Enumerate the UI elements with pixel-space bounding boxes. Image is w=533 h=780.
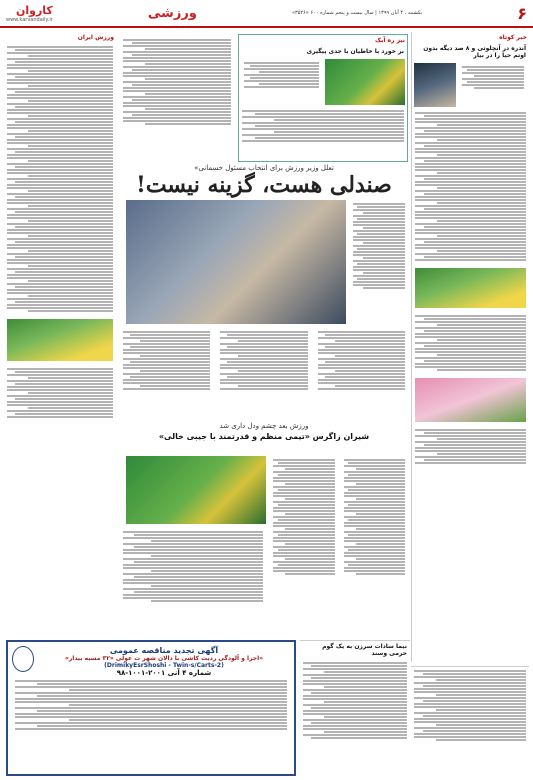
page-header [0,0,533,28]
ad-title: آگهی تجدید مناقصه عمومی [109,646,219,655]
main-story-photo [126,200,346,324]
top-box-headline: بر خورد با خاطیان با جدی پیگیری [306,48,404,55]
newspaper-logo: کاروان [15,3,53,17]
match-photo-right [415,268,526,308]
main-story-intro [350,200,408,324]
second-story-body-2 [120,528,266,636]
right-column [411,32,529,662]
second-story-kicker: ورزش بعد چشم ودل داری شد [219,422,309,430]
left-column [4,32,116,632]
top-box-tag: نیز ره آیک [374,37,405,44]
ad-line-1: «اجرا و آلودگی ردیت کاشی با دالان شهر ت عولی «۳۲ مسیه بیدار» [64,655,264,662]
page-number: ۶ [517,3,527,23]
main-story-body [120,328,408,420]
left-column-tag: ورزش ایران [77,34,114,41]
emblem-icon [12,646,34,672]
ad-line-2: (2-DrimikyEsrShoshi - Twin-s/Carts) [104,662,224,669]
bottom-story-headline: نیما سادات سرزن به یک گوم حرمی وسند [322,643,407,657]
website-url: www.karvandaily.ir [6,16,53,23]
tender-ad [6,640,296,776]
second-story-header [120,422,408,454]
main-story-headline: صندلی هست، گزینه نیست! [136,172,392,198]
second-story-headline: شیران زاگرس «تیمی منظم و قدرتمند با جیبی خالی» [158,432,370,441]
bottom-right-text [411,666,529,776]
team-photo [325,59,405,105]
main-story-kicker: تعلل وزیر ورزش برای انتخاب مسئول خسمانی» [194,164,334,172]
coach-portrait [414,63,456,107]
right-column-tag: خبر کوتاه [499,34,527,41]
ad-line-3: شماره ۴ آنی ۲۰۰۱-۱۰۰۱-۹۸ [116,669,212,677]
dateline: یکشنبه ، ۴ آبان ۱۳۹۹ | سال بیست و پنجم شماره ۶۰۰ «۳۵۲۶» [291,10,423,16]
top-text-block [120,36,234,162]
second-story-body [270,456,408,636]
match-photo-left [7,319,113,361]
bottom-story [300,640,410,776]
right-column-headline: آندره در آنچلوتی و ۸ صد دیگه بدون اوتم حیا را در بیار [423,45,526,59]
section-title: ورزشی [147,5,197,21]
second-story-photo [126,456,266,524]
match-photo-right-2 [415,378,526,422]
top-news-box [238,34,408,162]
main-story-header [120,164,408,198]
